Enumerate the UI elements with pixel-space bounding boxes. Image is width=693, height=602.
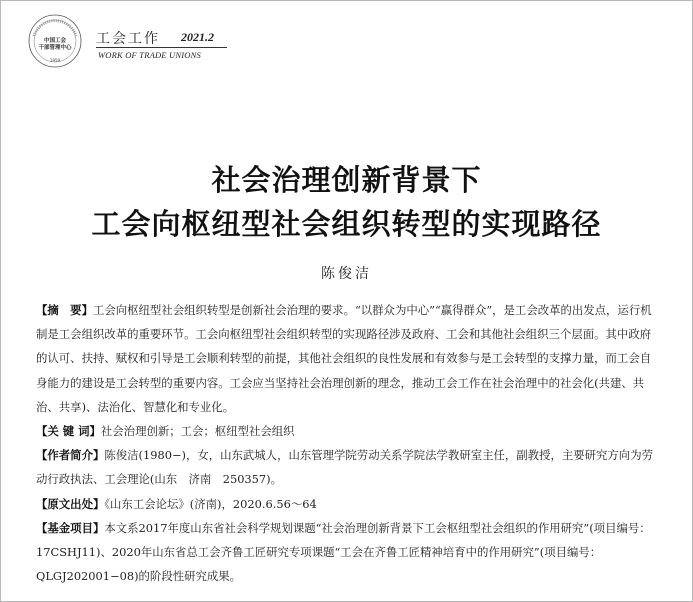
issue-number: 2021.2 [181, 30, 214, 44]
journal-logo [26, 12, 84, 70]
funding-paragraph [36, 516, 658, 589]
svg-text:中国工会: 中国工会 [43, 38, 67, 44]
source-paragraph [36, 492, 658, 516]
source-text: 《山东工会论坛》(济南)，2020.6.56～64 [104, 496, 317, 511]
article-front-matter [36, 298, 658, 588]
funding-text: 本文系2017年度山东省社会科学规划课题“社会治理创新背景下工会枢纽型社会组织的作用研究”(项目编号：17CSHJ11)、2020年山东省总工会齐鲁工匠研究专项课题“工会在齐鲁工匠精神培育中的作用研究”(项目编号：QLGJ202001−08)的阶段性研究成果。 [36, 520, 651, 584]
funding-label: 【基金项目】 [36, 520, 105, 535]
abstract-label: 【摘 要】 [36, 303, 93, 317]
keywords-label: 【关 键 词】 [36, 424, 101, 439]
header-divider [96, 47, 227, 48]
journal-name-en: WORK OF TRADE UNIONS [98, 50, 201, 60]
keywords-text: 社会治理创新；工会；枢纽型社会组织 [100, 424, 295, 439]
keywords-paragraph [36, 419, 658, 443]
source-label: 【原文出处】 [36, 496, 105, 511]
article-title-line-1: 社会治理创新背景下 [211, 163, 482, 197]
svg-text:1959: 1959 [49, 58, 61, 63]
author-info-label: 【作者简介】 [36, 448, 105, 463]
abstract-text: 工会向枢纽型社会组织转型是创新社会治理的要求。“以群众为中心”“赢得群众”，是工会改革的出发点，运行机制是工会组织改革的重要环节。工会向枢纽型社会组织转型的实现路径涉及政府、工会和其他社会组织三个层面。其中政府的认可、扶持、赋权和引导是工会顺利转型的前提，其他社会组织的良性发展和有效参与是工会转型的支撑力量，而工会自身能力的建设是工会转型的重要内容。工会应当坚持社会治理创新的理念，推动工会工作在社会治理中的社会化(共建、共治、共享)、法治化、智慧化和专业化。 [36, 303, 652, 414]
author-info-paragraph [36, 443, 658, 491]
abstract-paragraph [36, 298, 658, 419]
author-info-text: 陈俊洁(1980−)，女，山东武城人，山东管理学院劳动关系学院法学教研室主任，副教授，主要研究方向为劳动行政执法、工会理论(山东 济南 250357)。 [36, 448, 653, 487]
article-author: 陈俊洁 [321, 266, 372, 282]
article-title-line-2: 工会向枢纽型社会组织转型的实现路径 [91, 207, 602, 241]
journal-name-cn: 工会工作 [96, 31, 160, 47]
svg-text:干部管理中心: 干部管理中心 [38, 45, 72, 51]
